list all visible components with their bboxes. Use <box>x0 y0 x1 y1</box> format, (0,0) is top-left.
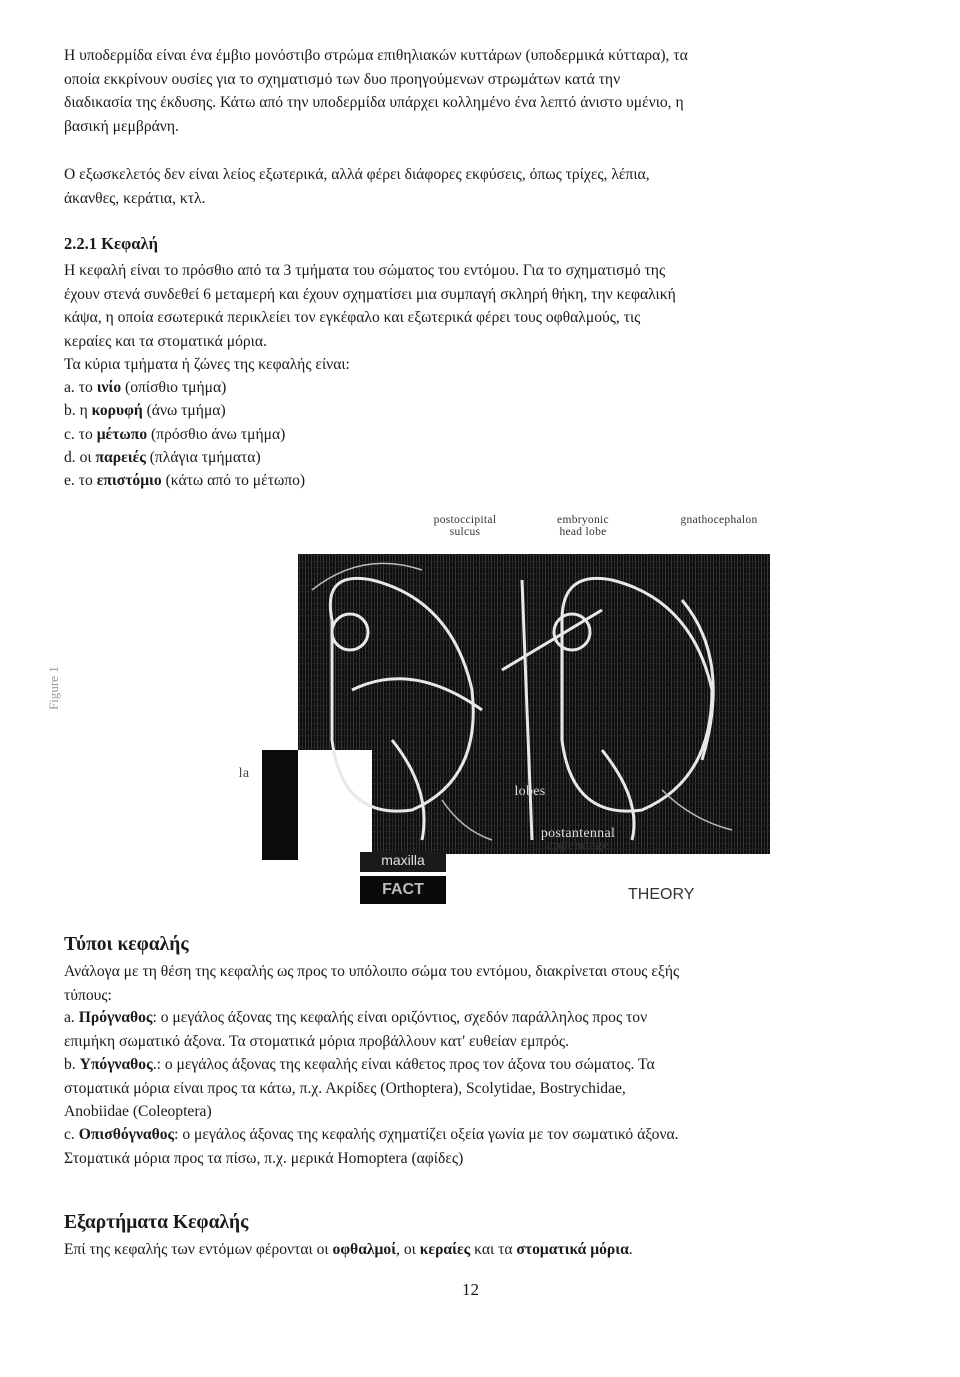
regions-list <box>64 353 350 492</box>
text-line: διαδικασία της έκδυσης. Κάτω από την υποδερμίδα υπάρχει κολλημένο ένα λεπτό άνιστο υμένιο, η <box>64 94 684 112</box>
figure-label-postantennal: postantennal appendage <box>540 826 616 853</box>
regions-intro: Τα κύρια τμήματα ή ζώνες της κεφαλής είναι: <box>64 356 350 373</box>
text-line: κεραίες και τα στοματικά μόρια. <box>64 332 267 350</box>
figure-label-gnathocephalon: gnathocephalon <box>680 514 758 526</box>
figure-label-theory: THEORY <box>628 886 695 903</box>
text-line: έχουν στενά συνδεθεί 6 μεταμερή και έχουν σχηματίσει μια συμπαγή σκληρή θήκη, την κεφαλική <box>64 285 676 303</box>
text-line: Anobiidae (Coleoptera) <box>64 1103 212 1121</box>
list-item: b. η κορυφή (άνω τμήμα) <box>64 402 226 420</box>
text-line: τύπους: <box>64 986 112 1004</box>
types-title: Τύποι κεφαλής <box>64 934 189 955</box>
figure-label-fact: FACT <box>360 876 446 904</box>
exoskeleton-paragraph <box>64 163 882 210</box>
text-line: Η κεφαλή είναι το πρόσθιο από τα 3 τμήματα του σώματος του εντόμου. Για το σχηματισμό της <box>64 262 666 279</box>
types-intro <box>64 960 882 1007</box>
text-line: στοματικά μόρια είναι προς τα κάτω, π.χ. Ακρίδες (Orthoptera), Scolytidae, Bostrychidae, <box>64 1079 626 1097</box>
figure-label-lobes: lobes <box>514 784 546 799</box>
figure-label-embryonic: embryonic head lobe <box>557 514 609 538</box>
list-item: a. το ινίο (οπίσθιο τμήμα) <box>64 379 227 397</box>
figure-side-label: Figure 1 <box>46 666 61 710</box>
section-heading: 2.2.1 Κεφαλή <box>64 234 158 253</box>
figure-label-postoccipital: postoccipital sulcus <box>433 514 497 538</box>
text-line: Η υποδερμίδα είναι ένα έμβιο μονόστιβο στρώμα επιθηλιακών κυττάρων (υποδερμικά κύτταρα), τα <box>64 47 688 64</box>
appendages-title: Εξαρτήματα Κεφαλής <box>64 1212 249 1233</box>
text-line: Ο εξωσκελετός δεν είναι λείος εξωτερικά, αλλά φέρει διάφορες εκφύσεις, όπως τρίχες, λέπια, <box>64 166 650 183</box>
list-item: e. το επιστόμιο (κάτω από το μέτωπο) <box>64 472 306 490</box>
list-item: c. το μέτωπο (πρόσθιο άνω τμήμα) <box>64 425 286 443</box>
text-line: κάψα, η οποία εσωτερικά περικλείει τον εγκέφαλο και εξωτερικά φέρει τους οφθαλμούς, τις <box>64 309 641 327</box>
page-number: 12 <box>462 1280 479 1299</box>
list-item: d. οι παρειές (πλάγια τμήματα) <box>64 448 261 466</box>
text-line: βασική μεμβράνη. <box>64 117 179 135</box>
text-line: Στοματικά μόρια προς τα πίσω, π.χ. μερικά Homoptera (αφίδες) <box>64 1149 464 1167</box>
text-line: Ανάλογα με τη θέση της κεφαλής ως προς το υπόλοιπο σώμα του εντόμου, διακρίνεται στους εξής <box>64 963 680 980</box>
figure-label-labrum: la <box>238 766 250 781</box>
head-paragraph <box>64 259 882 353</box>
text-line: άκανθες, κεράτια, κτλ. <box>64 189 206 207</box>
figure-label-maxilla: maxilla <box>360 852 446 872</box>
type-b-paragraph: b. Υπόγναθος.: ο μεγάλος άξονας της κεφαλής είναι κάθετος προς τον άξονα του σώματος. Τα στοματικά μόρια είναι προς τα κάτω, π.χ. Ακρίδες (Orthoptera), Scolytidae, Bostrychidae, Anobiidae (Coleoptera) <box>64 1053 882 1124</box>
type-c-paragraph: c. Οπισθόγναθος: ο μεγάλος άξονας της κεφαλής σχηματίζει οξεία γωνία με τον σωματικό άξονα. Στοματικά μόρια προς τα πίσω, π.χ. μερικά Homoptera (αφίδες) <box>64 1123 882 1170</box>
type-a-paragraph: a. Πρόγναθος: ο μεγάλος άξονας της κεφαλής είναι οριζόντιος, σχεδόν παράλληλος προς τον επιμήκη σωματικό άξονα. Τα στοματικά μόρια προβάλλουν κατ' ευθείαν εμπρός. <box>64 1006 882 1053</box>
intro-paragraph <box>64 44 882 138</box>
appendages-paragraph: Επί της κεφαλής των εντόμων φέρονται οι οφθαλμοί, οι κεραίες και τα στοματικά μόρια. <box>64 1241 633 1258</box>
text-line: επιμήκη σωματικό άξονα. Τα στοματικά μόρια προβάλλουν κατ' ευθείαν εμπρός. <box>64 1032 570 1050</box>
text-line: οποία εκκρίνουν ουσίες για το σχηματισμό των δυο προηγούμενων στρωμάτων κατά την <box>64 70 621 88</box>
insect-head-figure <box>262 540 770 870</box>
